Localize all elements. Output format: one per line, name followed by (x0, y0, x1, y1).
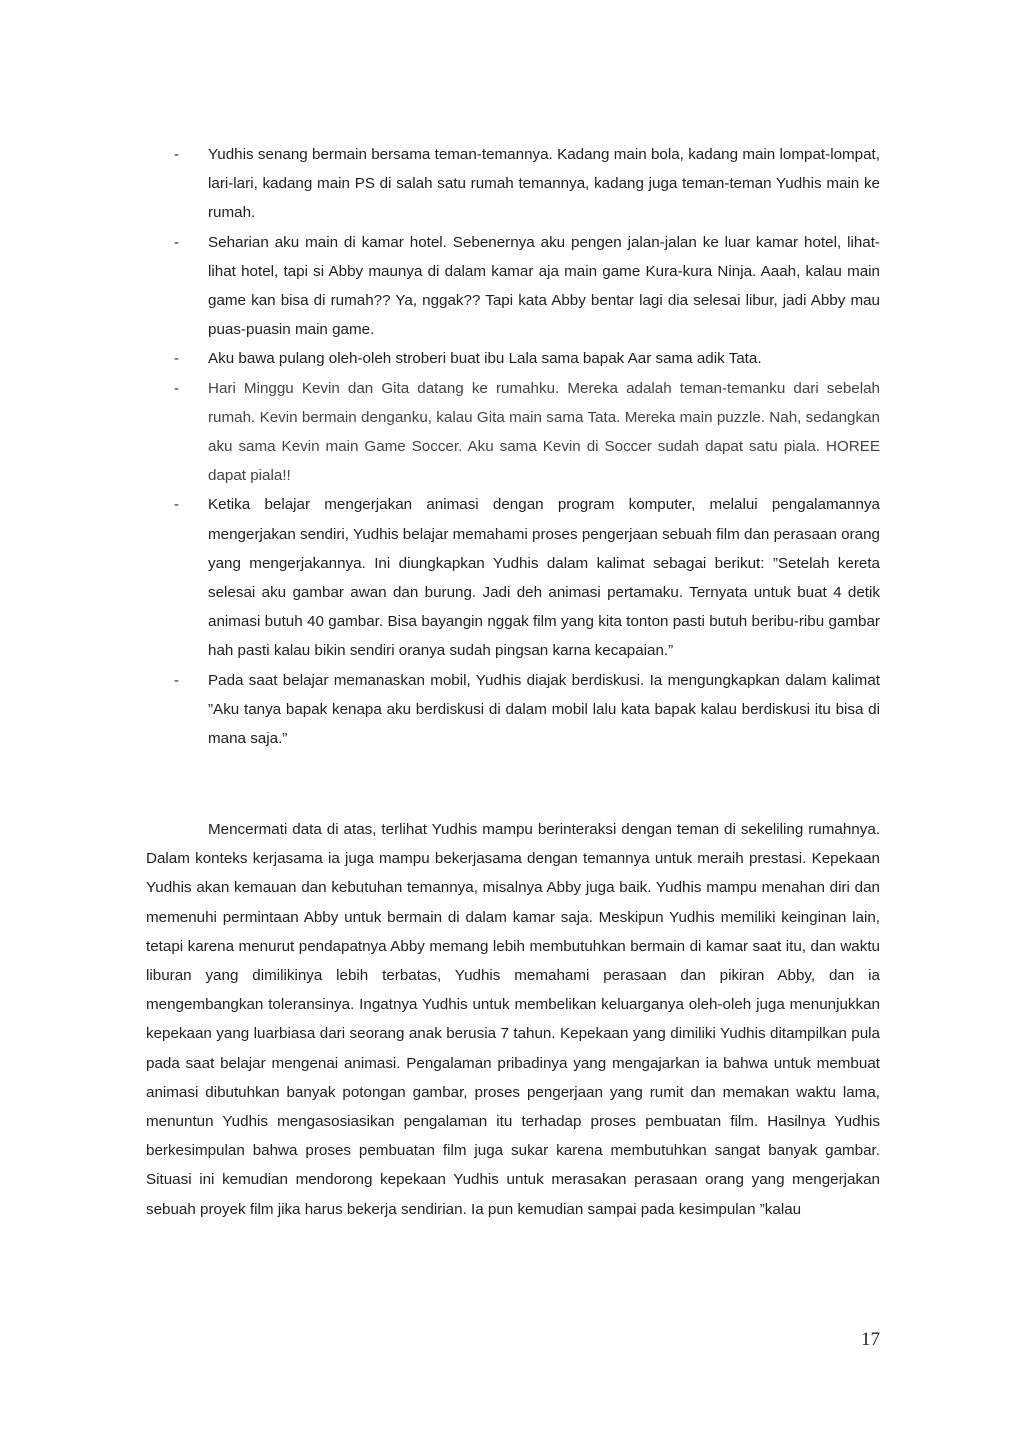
bullet-text: Ketika belajar mengerjakan animasi dengan program komputer, melalui pengalamannya mengerjakan sendiri, Yudhis belajar memahami proses pengerjaan sebuah film dan perasaan orang yang mengerjakannya. Ini diungkapkan Yudhis dalam kalimat sebagai berikut: ”Setelah kereta selesai aku gambar awan dan burung. Jadi deh animasi pertamaku. Ternyata untuk buat 4 detik animasi butuh 40 gambar. Bisa bayangin nggak film yang kita tonton pasti butuh beribu-ribu gambar hah pasti kalau bikin sendiri oranya sudah pingsan karna kecapaian.” (208, 496, 880, 660)
list-item (174, 490, 880, 665)
body-paragraph: Mencermati data di atas, terlihat Yudhis mampu berinteraksi dengan teman di sekeliling rumahnya. Dalam konteks kerjasama ia juga mampu bekerjasama dengan temannya untuk meraih prestasi. Kepekaan Yudhis akan kemauan dan kebutuhan temannya, misalnya Abby juga baik. Yudhis mampu menahan diri dan memenuhi permintaan Abby untuk bermain di dalam kamar saja. Meskipun Yudhis memiliki keinginan lain, tetapi karena menurut pendapatnya Abby memang lebih membutuhkan bermain di kamar saat itu, dan waktu liburan yang dimilikinya lebih terbatas, Yudhis memahami perasaan dan pikiran Abby, dan ia mengembangkan toleransinya. Ingatnya Yudhis untuk membelikan keluarganya oleh-oleh juga menunjukkan kepekaan yang luarbiasa dari seorang anak berusia 7 tahun. Kepekaan yang dimiliki Yudhis ditampilkan pula pada saat belajar mengenai animasi. Pengalaman pribadinya yang mengajarkan ia bahwa untuk membuat animasi dibutuhkan banyak potongan gambar, proses pengerjaan yang rumit dan memakan waktu lama, menuntun Yudhis mengasosiasikan pengalaman itu terhadap proses pembuatan film. Hasilnya Yudhis berkesimpulan bahwa proses pembuatan film juga sukar karena membutuhkan sangat banyak gambar. Situasi ini kemudian mendorong kepekaan Yudhis untuk merasakan perasaan orang yang mengerjakan sebuah proyek film jika harus bekerja sendirian. Ia pun kemudian sampai pada kesimpulan ”kalau (146, 821, 880, 1218)
bullet-text: Yudhis senang bermain bersama teman-temannya. Kadang main bola, kadang main lompat-lompat, lari-lari, kadang main PS di salah satu rumah temannya, kadang juga teman-teman Yudhis main ke rumah. (208, 146, 880, 222)
bullet-dash: - (174, 496, 179, 514)
list-item (174, 344, 880, 373)
bullet-text-quote: Hari Minggu Kevin dan Gita datang ke rumahku. Mereka adalah teman-temanku dari sebelah rumah. Kevin bermain denganku, kalau Gita main sama Tata. Mereka main puzzle. Nah, sedangkan aku sama Kevin main Game Soccer. Aku sama Kevin di Soccer sudah dapat satu piala. HOREE dapat piala!! (208, 379, 880, 485)
bullet-dash: - (174, 379, 179, 397)
list-item (174, 374, 880, 491)
list-item (174, 228, 880, 345)
bullet-text: Pada saat belajar memanaskan mobil, Yudhis diajak berdiskusi. Ia mengungkapkan dalam kalimat ”Aku tanya bapak kenapa aku berdiskusi di dalam mobil lalu kata bapak kalau berdiskusi itu bisa di mana saja.” (208, 671, 880, 748)
bullet-dash: - (174, 233, 179, 251)
bullet-dash: - (174, 146, 179, 163)
page-number: 17 (861, 1329, 880, 1350)
list-item (174, 666, 880, 754)
list-item (174, 140, 880, 228)
bullet-text: Seharian aku main di kamar hotel. Sebenernya aku pengen jalan-jalan ke luar kamar hotel, lihat-lihat hotel, tapi si Abby maunya di dalam kamar aja main game Kura-kura Ninja. Aaah, kalau main game kan bisa di rumah?? Ya, nggak?? Tapi kata Abby bentar lagi dia selesai libur, jadi Abby mau puas-puasin main game. (208, 233, 880, 339)
bullet-dash: - (174, 350, 179, 368)
bullet-list (174, 140, 880, 753)
bullet-text: Aku bawa pulang oleh-oleh stroberi buat ibu Lala sama bapak Aar sama adik Tata. (208, 350, 762, 368)
bullet-dash: - (174, 671, 179, 689)
